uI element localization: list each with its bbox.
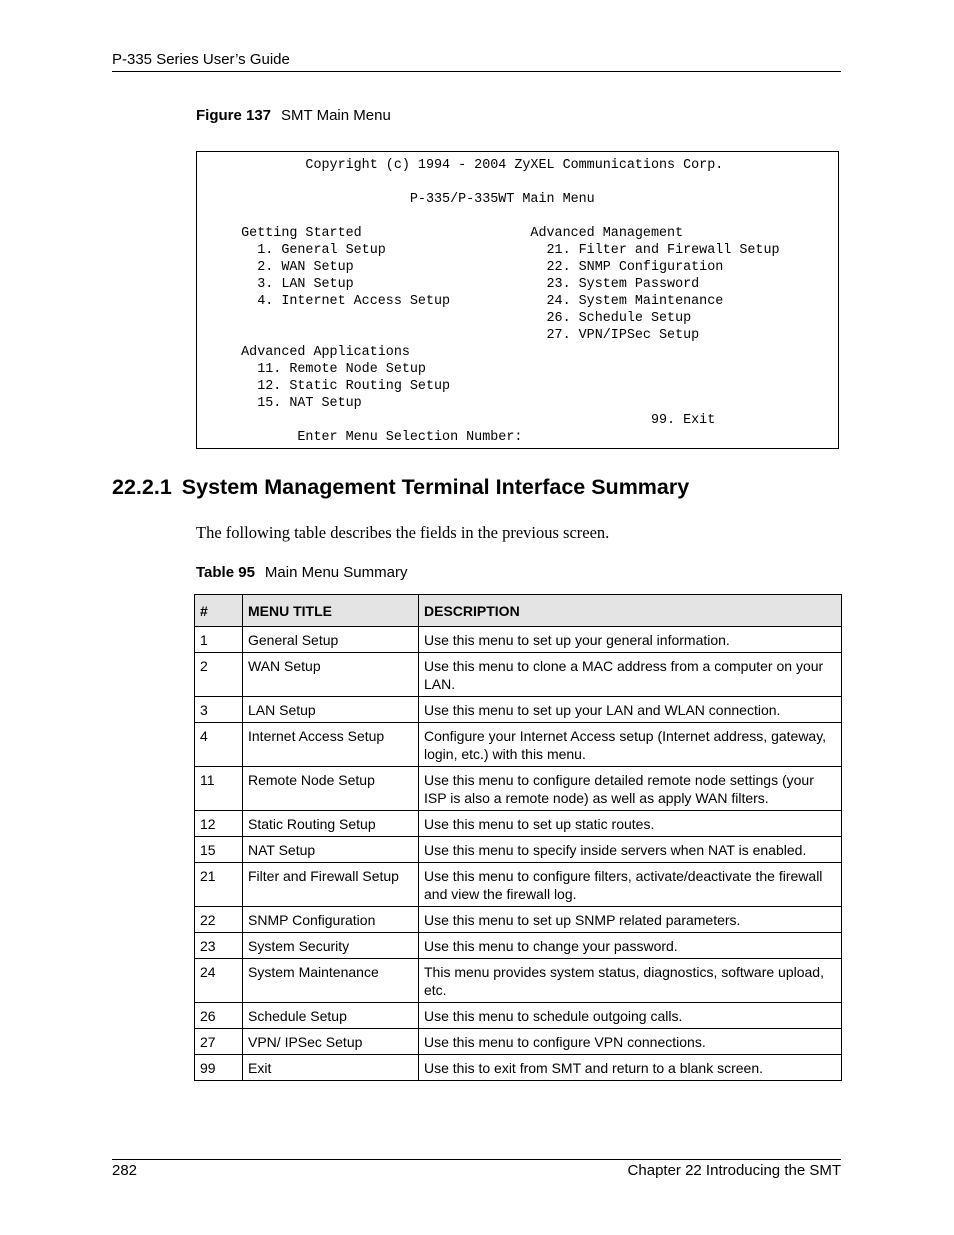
terminal-line: 4. Internet Access Setup 24. System Maintenance — [209, 294, 724, 309]
row-number: 3 — [195, 697, 243, 723]
table-row — [195, 627, 842, 653]
row-number: 4 — [195, 723, 243, 767]
row-number: 12 — [195, 811, 243, 837]
row-description: Use this menu to clone a MAC address from a computer on your LAN. — [419, 653, 842, 697]
row-number: 11 — [195, 767, 243, 811]
row-description: Use this menu to configure detailed remote node settings (your ISP is also a remote node) as well as apply WAN filters. — [419, 767, 842, 811]
row-description: This menu provides system status, diagnostics, software upload, etc. — [419, 959, 842, 1003]
row-description: Use this menu to specify inside servers when NAT is enabled. — [419, 837, 842, 863]
chapter-title: Chapter 22 Introducing the SMT — [627, 1162, 841, 1179]
terminal-line: 3. LAN Setup 23. System Password — [209, 277, 700, 292]
row-number: 99 — [195, 1055, 243, 1081]
section-heading — [112, 475, 689, 500]
header-divider — [112, 71, 841, 72]
page-number: 282 — [112, 1162, 138, 1179]
table-row — [195, 959, 842, 1003]
row-description: Use this menu to change your password. — [419, 933, 842, 959]
row-description: Use this menu to schedule outgoing calls. — [419, 1003, 842, 1029]
row-menu-title: Filter and Firewall Setup — [243, 863, 419, 907]
terminal-line: 11. Remote Node Setup — [209, 362, 426, 377]
row-number: 27 — [195, 1029, 243, 1055]
row-description: Use this menu to set up SNMP related parameters. — [419, 907, 842, 933]
table-row — [195, 811, 842, 837]
row-menu-title: Remote Node Setup — [243, 767, 419, 811]
row-menu-title: Static Routing Setup — [243, 811, 419, 837]
figure-title: SMT Main Menu — [281, 107, 391, 124]
row-menu-title: SNMP Configuration — [243, 907, 419, 933]
table-row — [195, 723, 842, 767]
row-number: 24 — [195, 959, 243, 1003]
footer-divider — [112, 1159, 841, 1160]
row-menu-title: Exit — [243, 1055, 419, 1081]
terminal-line: 15. NAT Setup — [209, 396, 362, 411]
row-menu-title: WAN Setup — [243, 653, 419, 697]
row-menu-title: System Maintenance — [243, 959, 419, 1003]
row-number: 23 — [195, 933, 243, 959]
row-description: Use this menu to set up your LAN and WLAN connection. — [419, 697, 842, 723]
intro-paragraph: The following table describes the fields in the previous screen. — [196, 523, 610, 542]
table-row — [195, 933, 842, 959]
terminal-line: 12. Static Routing Setup — [209, 379, 451, 394]
row-menu-title: NAT Setup — [243, 837, 419, 863]
table-row — [195, 837, 842, 863]
row-number: 26 — [195, 1003, 243, 1029]
table-row — [195, 697, 842, 723]
row-menu-title: Internet Access Setup — [243, 723, 419, 767]
row-number: 21 — [195, 863, 243, 907]
terminal-line: 2. WAN Setup 22. SNMP Configuration — [209, 260, 724, 275]
row-menu-title: System Security — [243, 933, 419, 959]
table-label: Table 95 — [196, 564, 255, 581]
column-header-menu-title: MENU TITLE — [243, 595, 419, 627]
row-description: Use this menu to set up your general information. — [419, 627, 842, 653]
column-header-number: # — [195, 595, 243, 627]
table-row — [195, 1029, 842, 1055]
terminal-line: Enter Menu Selection Number: — [209, 430, 523, 445]
section-number: 22.2.1 — [112, 475, 172, 499]
row-description: Use this menu to configure VPN connections. — [419, 1029, 842, 1055]
table-title: Main Menu Summary — [264, 564, 408, 581]
figure-label: Figure 137 — [196, 107, 272, 124]
row-number: 22 — [195, 907, 243, 933]
column-header-description: DESCRIPTION — [419, 595, 842, 627]
running-header: P-335 Series User’s Guide — [112, 51, 290, 68]
row-description: Configure your Internet Access setup (Internet address, gateway, login, etc.) with this menu. — [419, 723, 842, 767]
row-description: Use this to exit from SMT and return to a blank screen. — [419, 1055, 842, 1081]
table-row — [195, 767, 842, 811]
row-description: Use this menu to configure filters, activate/deactivate the firewall and view the firewall log. — [419, 863, 842, 907]
row-menu-title: Schedule Setup — [243, 1003, 419, 1029]
row-number: 1 — [195, 627, 243, 653]
table-row — [195, 653, 842, 697]
terminal-line: Getting Started Advanced Management — [209, 226, 684, 241]
terminal-line: 1. General Setup 21. Filter and Firewall Setup — [209, 243, 780, 258]
table-row — [195, 1055, 842, 1081]
table-header-row — [195, 595, 842, 627]
main-menu-summary-table — [194, 594, 842, 1081]
terminal-line: Advanced Applications — [209, 345, 410, 360]
row-number: 2 — [195, 653, 243, 697]
figure-caption — [196, 107, 391, 124]
row-menu-title: LAN Setup — [243, 697, 419, 723]
terminal-line: 26. Schedule Setup — [209, 311, 692, 326]
terminal-line: 27. VPN/IPSec Setup — [209, 328, 700, 343]
table-row — [195, 907, 842, 933]
table-caption — [196, 564, 407, 581]
table-row — [195, 1003, 842, 1029]
row-number: 15 — [195, 837, 243, 863]
terminal-line: 99. Exit — [209, 413, 716, 428]
section-title: System Management Terminal Interface Summary — [181, 475, 690, 499]
row-menu-title: VPN/ IPSec Setup — [243, 1029, 419, 1055]
terminal-text — [197, 152, 838, 446]
terminal-line: Copyright (c) 1994 - 2004 ZyXEL Communications Corp. — [209, 158, 724, 173]
row-description: Use this menu to set up static routes. — [419, 811, 842, 837]
smt-terminal-screen — [196, 151, 839, 449]
table-row — [195, 863, 842, 907]
row-menu-title: General Setup — [243, 627, 419, 653]
terminal-line: P-335/P-335WT Main Menu — [209, 192, 595, 207]
